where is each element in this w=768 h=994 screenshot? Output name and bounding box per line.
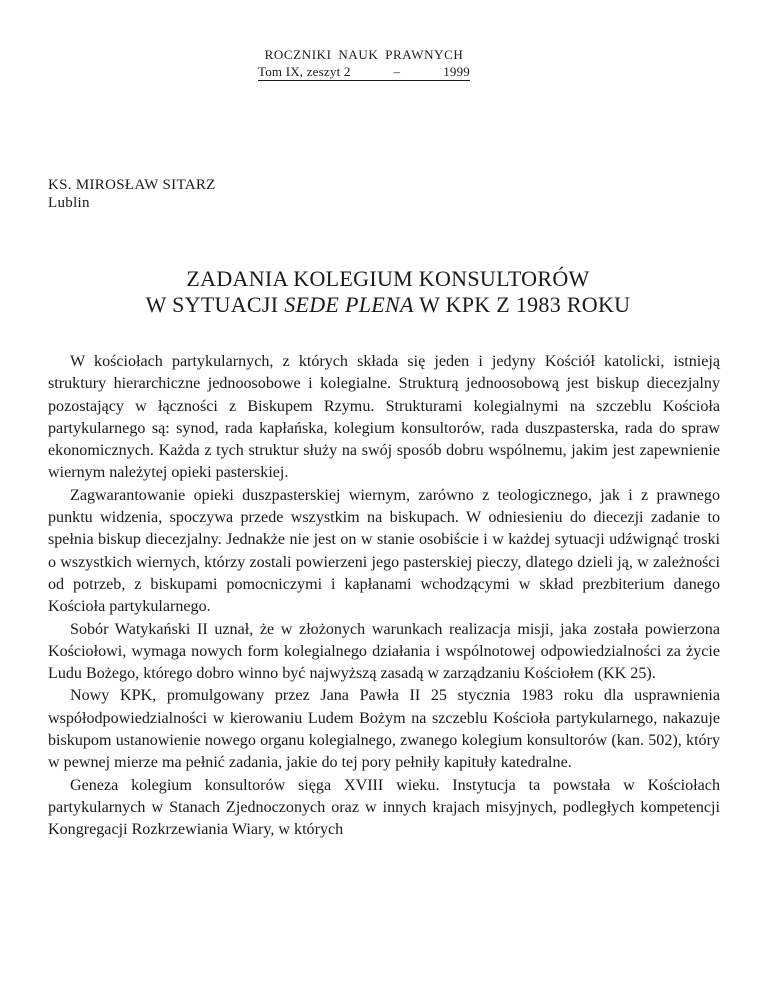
paragraph: Geneza kolegium konsultorów sięga XVIII wieku. Instytucja ta powstała w Kościołach partykularnych w Stanach Zjednoczonych oraz w innych krajach misyjnych, podległych kompetencji Kongregacji Rozkrzewiania Wiary, w których xyxy=(48,776,720,839)
author-city: Lublin xyxy=(48,195,90,211)
title-line-2 xyxy=(48,292,728,318)
author-name: KS. MIROSŁAW SITARZ xyxy=(48,177,216,193)
title-italic-term: SEDE PLENA xyxy=(284,292,414,317)
title-line-2-end: W KPK Z 1983 ROKU xyxy=(413,292,631,317)
journal-header xyxy=(258,46,470,81)
volume-info: Tom IX, zeszyt 2 xyxy=(258,64,351,79)
paragraph: Sobór Watykański II uznał, że w złożonych warunkach realizacja misji, jaka została powierzona Kościołowi, wymaga nowych form kolegialnego działania i wspólnotowej odpowiedzialności za życie Ludu Bożego, którego dobro winno być najwyższą zasadą w zarządzaniu Kościołem (KK 25). xyxy=(48,620,720,683)
paragraph: Zagwarantowanie opieki duszpasterskiej wiernym, zarówno z teologicznego, jak i z prawnego punktu widzenia, spoczywa przede wszystkim na biskupach. W odniesieniu do diecezji zadanie to spełnia biskup diecezjalny. Jednakże nie jest on w stanie osobiście i w każdej sytuacji udźwignąć troski o wszystkich wiernych, którzy zostali powierzeni jego pasterskiej pieczy, dlatego dzieli ją, w zależności od potrzeb, z biskupami pomocniczymi i kapłanami wchodzącymi w skład prezbiterium danego Kościoła partykularnego. xyxy=(48,486,720,616)
journal-volume-line xyxy=(258,63,470,81)
volume-year: 1999 xyxy=(443,64,470,79)
title-line-1: ZADANIA KOLEGIUM KONSULTORÓW xyxy=(186,266,590,291)
article-title xyxy=(48,266,728,318)
paragraph: Nowy KPK, promulgowany przez Jana Pawła II 25 stycznia 1983 roku dla usprawnienia współodpowiedzialności w kierowaniu Ludem Bożym na szczeblu Kościoła partykularnego, nakazuje biskupom ustanowienie nowego organu kolegialnego, zwanego kolegium konsultorów (kan. 502), który w pewnej mierze ma pełnić zadania, jakie do tej pory pełniły kapituły katedralne. xyxy=(48,687,720,772)
author-block xyxy=(48,176,216,212)
journal-title: ROCZNIKI NAUK PRAWNYCH xyxy=(264,47,464,62)
title-line-2-start: W SYTUACJI xyxy=(145,292,285,317)
paragraph: W kościołach partykularnych, z których składa się jeden i jedyny Kościół katolicki, istnieją struktury hierarchiczne jednoosobowe i kolegialne. Strukturą jednoosobową jest biskup diecezjalny pozostający w łączności z Biskupem Rzymu. Strukturami kolegialnymi na szczeblu Kościoła partykularnego są: synod, rada kapłańska, kolegium konsultorów, rada duszpasterska, rada do spraw ekonomicznych. Każda z tych struktur służy na swój sposób dobru wspólnemu, jakim jest zapewnienie wiernym należytej opieki pasterskiej. xyxy=(48,353,720,482)
volume-dash: – xyxy=(393,64,401,79)
article-body xyxy=(48,351,720,842)
